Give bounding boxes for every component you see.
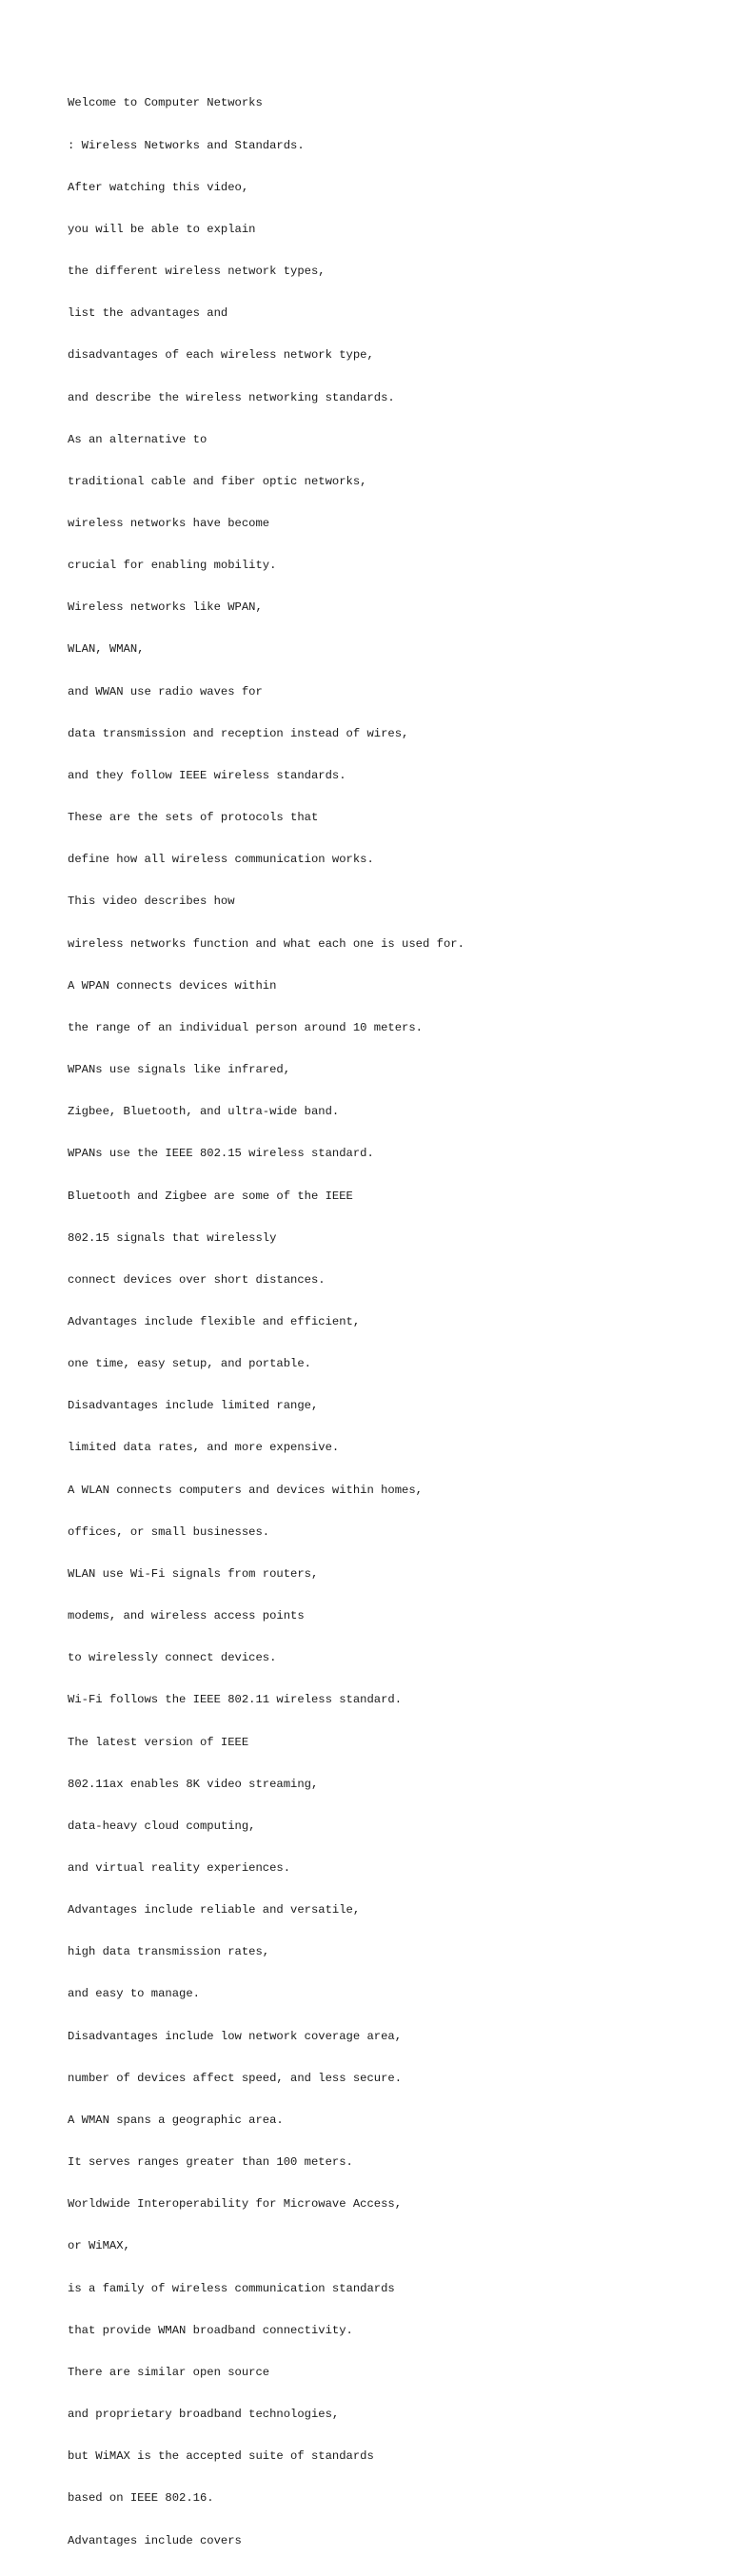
- transcript-line: and virtual reality experiences.: [68, 1861, 291, 1875]
- transcript-line: As an alternative to: [68, 432, 207, 446]
- transcript-line: A WMAN spans a geographic area.: [68, 2113, 284, 2127]
- transcript-line: WPANs use signals like infrared,: [68, 1063, 291, 1077]
- transcript-line: wireless networks have become: [68, 517, 270, 530]
- transcript-line: and easy to manage.: [68, 1987, 200, 2001]
- transcript-line: offices, or small businesses.: [68, 1524, 270, 1539]
- transcript-line: WPANs use the IEEE 802.15 wireless standard.: [68, 1147, 374, 1161]
- transcript-line: This video describes how: [68, 895, 235, 909]
- transcript-line: Advantages include reliable and versatile,: [68, 1903, 361, 1917]
- transcript-line: After watching this video,: [68, 180, 249, 194]
- transcript-line: Wireless networks like WPAN,: [68, 600, 263, 615]
- transcript-line: It serves ranges greater than 100 meters.: [68, 2155, 353, 2170]
- transcript-line: A WLAN connects computers and devices within homes,: [68, 1483, 423, 1497]
- transcript-line: to wirelessly connect devices.: [68, 1651, 277, 1665]
- transcript-line: based on IEEE 802.16.: [68, 2491, 214, 2506]
- transcript-line: but WiMAX is the accepted suite of standards: [68, 2449, 374, 2464]
- transcript-line: the different wireless network types,: [68, 265, 326, 279]
- transcript-line: is a family of wireless communication standards: [68, 2281, 395, 2295]
- transcript-line: Worldwide Interoperability for Microwave Access,: [68, 2197, 403, 2212]
- transcript-line: There are similar open source: [68, 2365, 270, 2379]
- transcript-line: that provide WMAN broadband connectivity.: [68, 2323, 353, 2337]
- transcript-line: Advantages include flexible and efficient,: [68, 1314, 361, 1328]
- transcript-text: [68, 69, 464, 2576]
- transcript-line: A WPAN connects devices within: [68, 978, 277, 993]
- transcript-line: These are the sets of protocols that: [68, 811, 319, 825]
- transcript-line: or WiMAX,: [68, 2239, 130, 2253]
- transcript-line: Welcome to Computer Networks: [68, 96, 263, 110]
- transcript-line: connect devices over short distances.: [68, 1272, 326, 1287]
- transcript-line: one time, easy setup, and portable.: [68, 1357, 311, 1371]
- transcript-line: modems, and wireless access points: [68, 1609, 305, 1623]
- transcript-line: high data transmission rates,: [68, 1945, 270, 1959]
- transcript-line: limited data rates, and more expensive.: [68, 1441, 340, 1455]
- transcript-line: and proprietary broadband technologies,: [68, 2408, 340, 2422]
- transcript-line: WLAN use Wi-Fi signals from routers,: [68, 1566, 319, 1581]
- transcript-line: 802.15 signals that wirelessly: [68, 1230, 277, 1245]
- transcript-line: the range of an individual person around 10 meters.: [68, 1020, 423, 1034]
- transcript-line: Disadvantages include limited range,: [68, 1399, 319, 1413]
- transcript-line: data transmission and reception instead of wires,: [68, 726, 409, 740]
- transcript-line: crucial for enabling mobility.: [68, 559, 277, 573]
- transcript-line: and they follow IEEE wireless standards.: [68, 768, 346, 782]
- transcript-line: WLAN, WMAN,: [68, 642, 145, 657]
- transcript-line: and describe the wireless networking standards.: [68, 390, 395, 404]
- transcript-line: Disadvantages include low network coverage area,: [68, 2029, 403, 2043]
- transcript-line: list the advantages and: [68, 306, 228, 321]
- transcript-line: define how all wireless communication works.: [68, 853, 374, 867]
- transcript-line: Wi-Fi follows the IEEE 802.11 wireless standard.: [68, 1693, 403, 1707]
- transcript-line: you will be able to explain: [68, 222, 256, 236]
- transcript-line: 802.11ax enables 8K video streaming,: [68, 1777, 319, 1791]
- transcript-line: Advantages include covers: [68, 2533, 242, 2547]
- transcript-line: data-heavy cloud computing,: [68, 1819, 256, 1833]
- transcript-line: The latest version of IEEE: [68, 1735, 249, 1749]
- transcript-line: and WWAN use radio waves for: [68, 684, 263, 698]
- transcript-line: traditional cable and fiber optic networks,: [68, 474, 367, 488]
- transcript-line: Zigbee, Bluetooth, and ultra-wide band.: [68, 1105, 340, 1119]
- transcript-line: number of devices affect speed, and less secure.: [68, 2071, 403, 2085]
- transcript-line: Bluetooth and Zigbee are some of the IEEE: [68, 1189, 353, 1203]
- transcript-line: : Wireless Networks and Standards.: [68, 138, 305, 152]
- transcript-line: disadvantages of each wireless network type,: [68, 348, 374, 363]
- transcript-line: wireless networks function and what each one is used for.: [68, 936, 464, 951]
